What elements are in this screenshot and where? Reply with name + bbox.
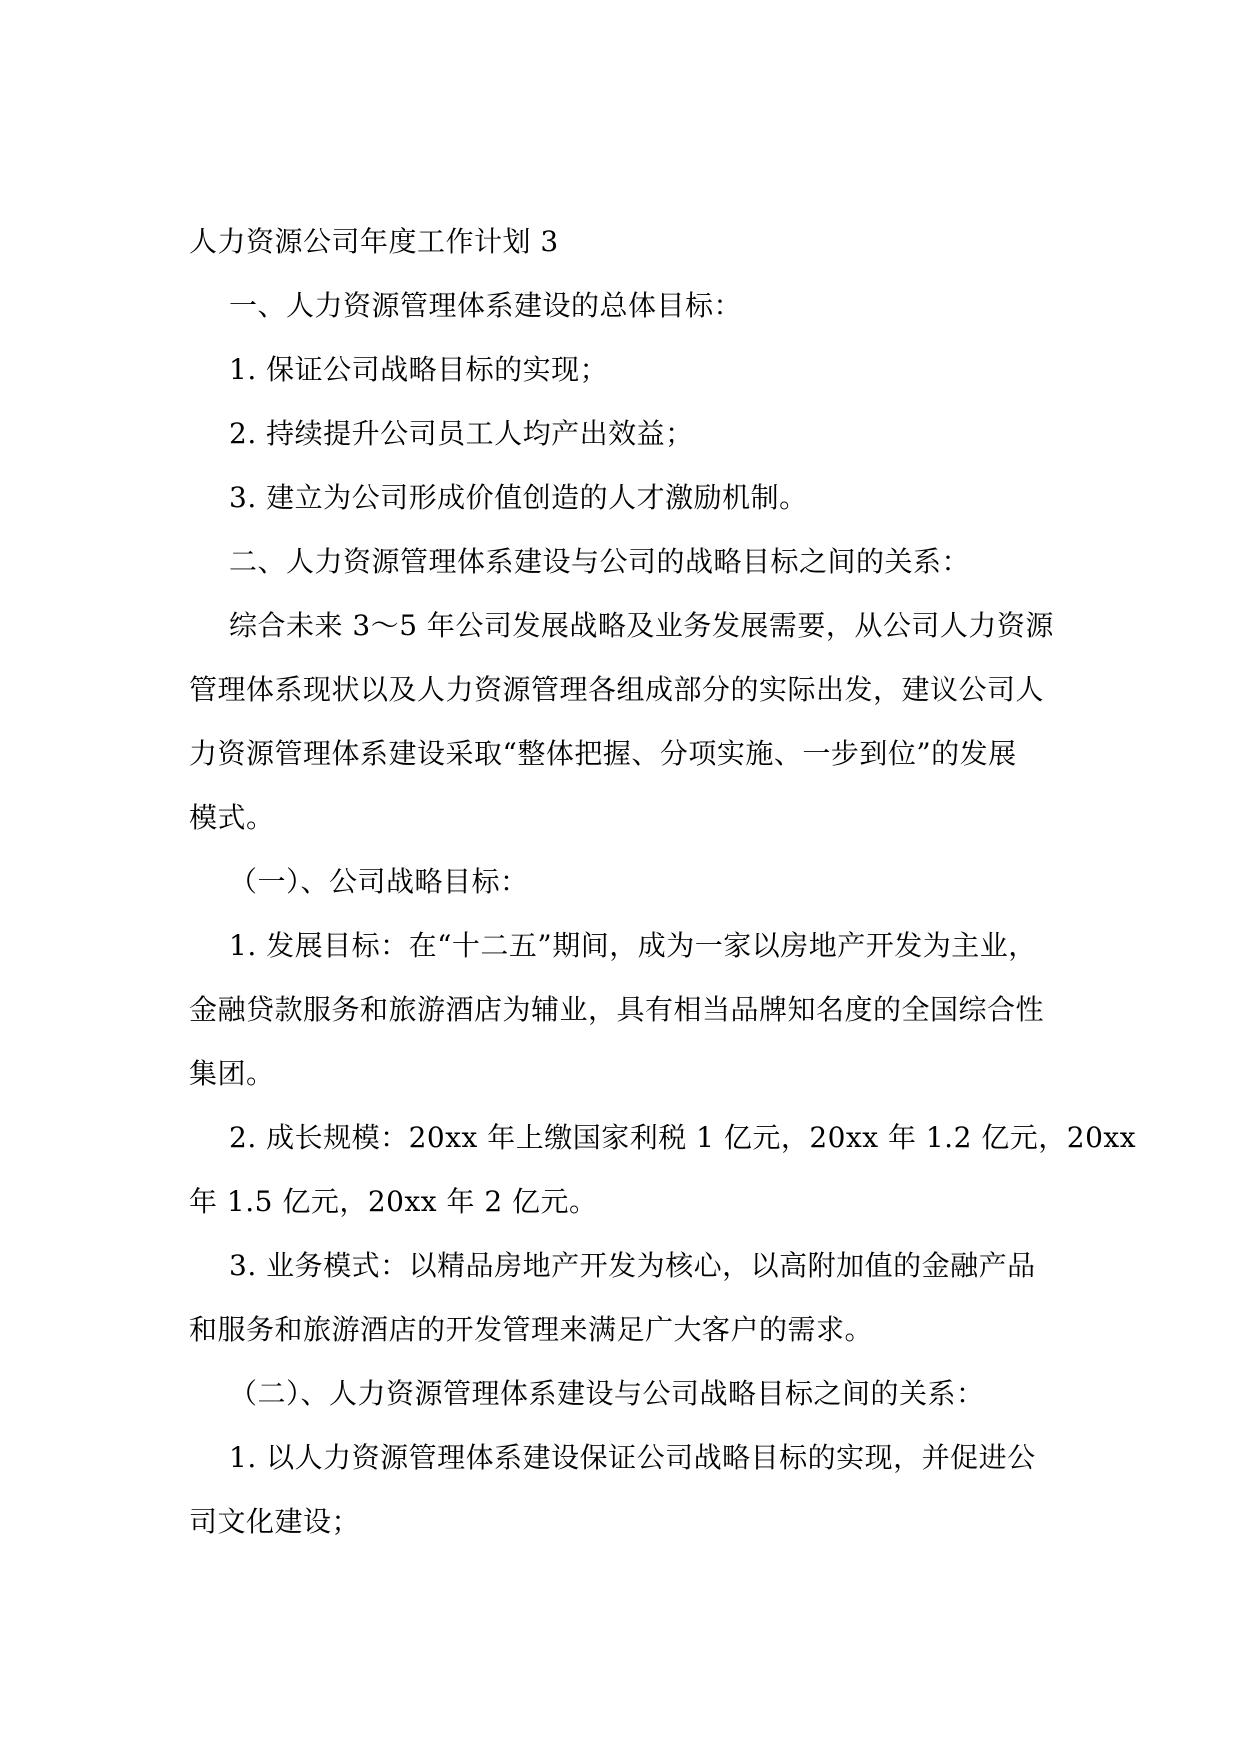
paragraph-line-3: 力资源管理体系建设采取“整体把握、分项实施、一步到位”的发展	[189, 737, 1017, 770]
relation-item-1-line-1: 1. 以人力资源管理体系建设保证公司战略目标的实现，并促进公	[229, 1441, 1036, 1474]
strategy-item-2-line-1: 2. 成长规模：20xx 年上缴国家利税 1 亿元，20xx 年 1.2 亿元，20xx	[229, 1121, 1136, 1154]
strategy-item-2-line-2: 年 1.5 亿元，20xx 年 2 亿元。	[189, 1185, 598, 1218]
strategy-item-1-line-1: 1. 发展目标：在“十二五”期间，成为一家以房地产开发为主业，	[229, 929, 1037, 962]
subsection-heading-2: （二）、人力资源管理体系建设与公司战略目标之间的关系：	[229, 1377, 985, 1410]
goal-item-1: 1. 保证公司战略目标的实现；	[229, 353, 609, 386]
paragraph-line-1: 综合未来 3～5 年公司发展战略及业务发展需要，从公司人力资源	[229, 609, 1054, 642]
document-title: 人力资源公司年度工作计划 3	[189, 225, 559, 258]
strategy-item-3-line-2: 和服务和旅游酒店的开发管理来满足广大客户的需求。	[189, 1313, 874, 1346]
section-heading-1: 一、人力资源管理体系建设的总体目标：	[229, 289, 743, 322]
goal-item-2: 2. 持续提升公司员工人均产出效益；	[229, 417, 694, 450]
strategy-item-1-line-3: 集团。	[189, 1057, 275, 1090]
strategy-item-3-line-1: 3. 业务模式：以精品房地产开发为核心，以高附加值的金融产品	[229, 1249, 1036, 1282]
document-body	[189, 225, 1136, 1570]
paragraph-line-4: 模式。	[189, 801, 275, 834]
paragraph-line-2: 管理体系现状以及人力资源管理各组成部分的实际出发，建议公司人	[189, 673, 1045, 706]
goal-item-3: 3. 建立为公司形成价值创造的人才激励机制。	[229, 481, 808, 514]
strategy-item-1-line-2: 金融贷款服务和旅游酒店为辅业，具有相当品牌知名度的全国综合性	[189, 993, 1045, 1026]
section-heading-2: 二、人力资源管理体系建设与公司的战略目标之间的关系：	[229, 545, 971, 578]
relation-item-1-line-2: 司文化建设；	[189, 1505, 361, 1538]
subsection-heading-1: （一）、公司战略目标：	[229, 865, 529, 898]
